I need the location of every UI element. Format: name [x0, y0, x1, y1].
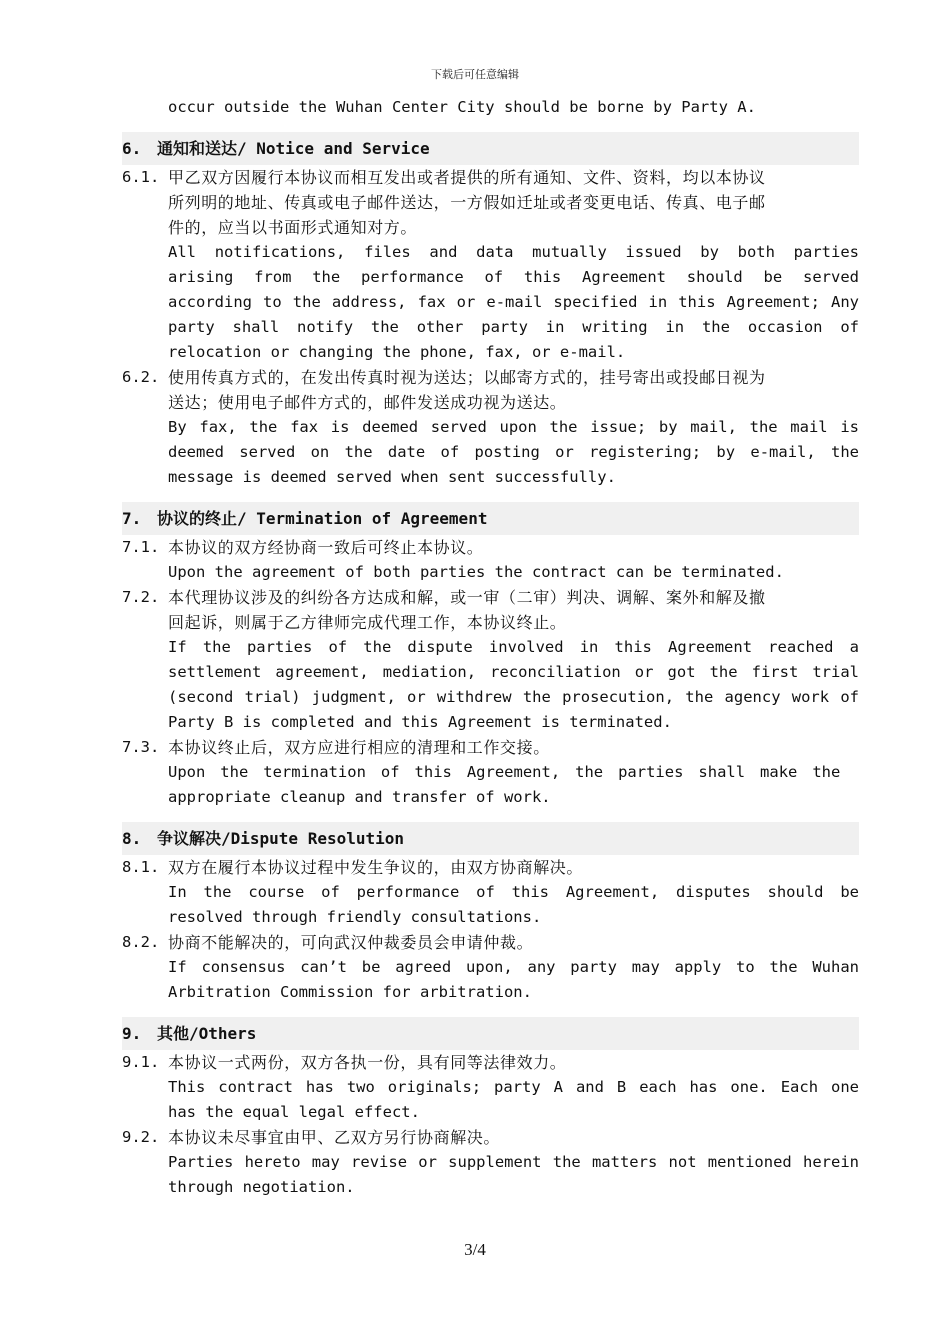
- section-number: 8.: [122, 829, 142, 848]
- section-title: 争议解决/Dispute Resolution: [157, 829, 405, 848]
- clause-chinese-line: 协商不能解决的，可向武汉仲裁委员会申请仲裁。: [168, 933, 534, 952]
- section-title: 协议的终止/ Termination of Agreement: [157, 509, 488, 528]
- clause-english-line: Upon the agreement of both parties the contract can be terminated.: [168, 563, 784, 581]
- document-body: [122, 95, 859, 1200]
- clause-english-line: Arbitration Commission for arbitration.: [168, 983, 532, 1001]
- clause-english-line: If the parties of the dispute involved in this Agreement reached a: [168, 638, 859, 656]
- section-heading: [122, 1017, 859, 1050]
- section-title: 通知和送达/ Notice and Service: [157, 139, 430, 158]
- clause-english-line: settlement agreement, mediation, reconciliation or got the first trial: [168, 663, 859, 681]
- clause-english-line: Parties hereto may revise or supplement the matters not mentioned herein: [168, 1153, 859, 1171]
- clause-chinese-line: 甲乙双方因履行本协议而相互发出或者提供的所有通知、文件、资料，均以本协议: [168, 168, 766, 187]
- clause-item: [122, 535, 859, 585]
- clause-english-line: This contract has two originals; party A and B each has one. Each one: [168, 1078, 859, 1096]
- clause-number: 6.2.: [122, 368, 160, 386]
- clause-english-line: message is deemed served when sent successfully.: [168, 468, 616, 486]
- clause-item: [122, 1125, 859, 1200]
- clause-english-line: party shall notify the other party in writing in the occasion of: [168, 318, 859, 336]
- clause-english-line: Party B is completed and this Agreement is terminated.: [168, 713, 672, 731]
- carryover-line: occur outside the Wuhan Center City should be borne by Party A.: [168, 98, 756, 116]
- clause-chinese-line: 本协议的双方经协商一致后可终止本协议。: [168, 538, 484, 557]
- clause-chinese-line: 本代理协议涉及的纠纷各方达成和解，或一审（二审）判决、调解、案外和解及撤: [168, 588, 766, 607]
- clause-chinese-line: 使用传真方式的，在发出传真时视为送达；以邮寄方式的，挂号寄出或投邮日视为: [168, 368, 766, 387]
- section-heading: [122, 502, 859, 535]
- clause-item: [122, 365, 859, 490]
- clause-number: 8.1.: [122, 858, 160, 876]
- clause-chinese-line: 双方在履行本协议过程中发生争议的，由双方协商解决。: [168, 858, 584, 877]
- clause-english-line: arising from the performance of this Agreement should be served: [168, 268, 859, 286]
- clause-chinese-line: 本协议终止后，双方应进行相应的清理和工作交接。: [168, 738, 550, 757]
- clause-english-line: (second trial) judgment, or withdrew the prosecution, the agency work of: [168, 688, 859, 706]
- clause-english-line: If consensus can’t be agreed upon, any party may apply to the Wuhan: [168, 958, 859, 976]
- clause-number: 7.2.: [122, 588, 160, 606]
- section-number: 7.: [122, 509, 142, 528]
- section-heading: [122, 132, 859, 165]
- page-header: 下载后可任意编辑: [431, 68, 519, 81]
- clause-english-line: appropriate cleanup and transfer of work.: [168, 788, 551, 806]
- section-title: 其他/Others: [157, 1024, 257, 1043]
- clause-item: [122, 930, 859, 1005]
- clause-english-line: through negotiation.: [168, 1178, 355, 1196]
- clause-number: 8.2.: [122, 933, 160, 951]
- clause-item: [122, 165, 859, 365]
- clause-chinese-line: 件的，应当以书面形式通知对方。: [168, 218, 418, 237]
- clause-english-line: In the course of performance of this Agreement, disputes should be: [168, 883, 859, 901]
- clause-number: 7.1.: [122, 538, 160, 556]
- clause-chinese-line: 所列明的地址、传真或电子邮件送达，一方假如迁址或者变更电话、传真、电子邮: [168, 193, 766, 212]
- clause-chinese-line: 送达；使用电子邮件方式的，邮件发送成功视为送达。: [168, 393, 567, 412]
- section-number: 6.: [122, 139, 142, 158]
- clause-number: 6.1.: [122, 168, 160, 186]
- clause-english-line: according to the address, fax or e-mail specified in this Agreement; Any: [168, 293, 859, 311]
- clause-item: [122, 855, 859, 930]
- clause-english-line: By fax, the fax is deemed served upon the issue; by mail, the mail is: [168, 418, 859, 436]
- clause-english-line: All notifications, files and data mutually issued by both parties: [168, 243, 859, 261]
- clause-english-line: resolved through friendly consultations.: [168, 908, 542, 926]
- page-number: 3/4: [464, 1240, 486, 1259]
- clause-english-line: Upon the termination of this Agreement, the parties shall make the: [168, 763, 841, 781]
- clause-number: 7.3.: [122, 738, 160, 756]
- clause-item: [122, 1050, 859, 1125]
- clause-english-line: has the equal legal effect.: [168, 1103, 420, 1121]
- clause-number: 9.1.: [122, 1053, 160, 1071]
- sections-container: [122, 132, 859, 1200]
- clause-chinese-line: 回起诉，则属于乙方律师完成代理工作，本协议终止。: [168, 613, 567, 632]
- section-number: 9.: [122, 1024, 142, 1043]
- clause-english-line: deemed served on the date of posting or registering; by e-mail, the: [168, 443, 859, 461]
- clause-number: 9.2.: [122, 1128, 160, 1146]
- clause-english-line: relocation or changing the phone, fax, or e-mail.: [168, 343, 626, 361]
- clause-chinese-line: 本协议未尽事宜由甲、乙双方另行协商解决。: [168, 1128, 501, 1147]
- clause-chinese-line: 本协议一式两份，双方各执一份，具有同等法律效力。: [168, 1053, 567, 1072]
- clause-item: [122, 735, 859, 810]
- section-heading: [122, 822, 859, 855]
- clause-item: [122, 585, 859, 735]
